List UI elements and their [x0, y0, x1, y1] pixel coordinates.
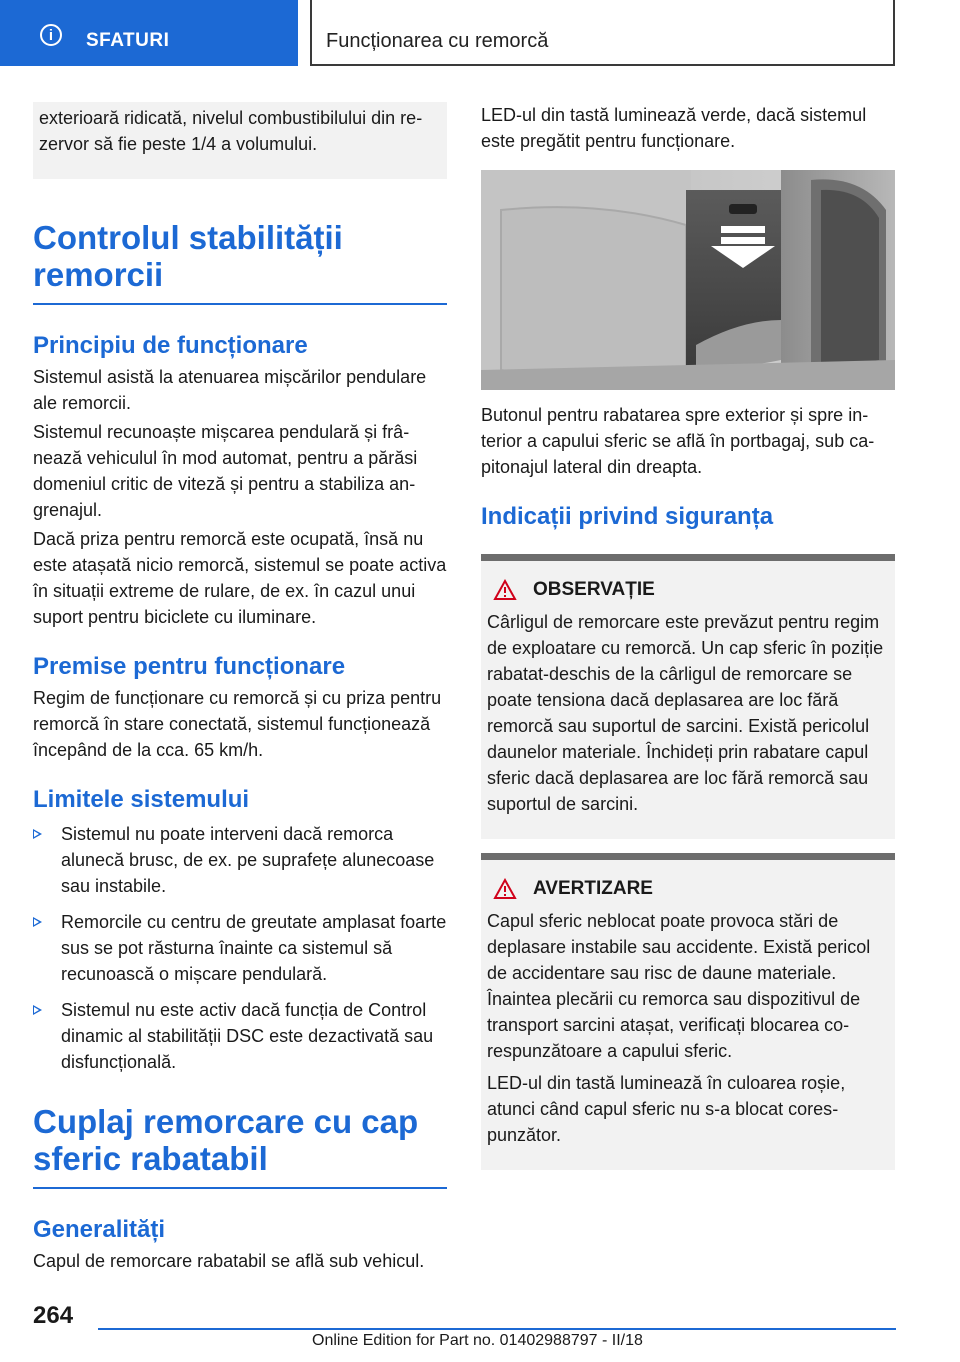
list-item-text: Sistemul nu poate interveni dacă remorca alunecă brusc, de ex. pe suprafețe alunecoase sau instabile. — [61, 824, 435, 896]
heading-premise: Premise pentru funcționare — [33, 653, 346, 680]
principle-paragraph-1: Sistemul asistă la atenuarea mișcărilor pendulare ale remorcii. — [33, 367, 427, 413]
list-item — [33, 821, 447, 899]
header-title-box — [310, 0, 895, 66]
triangle-bullet-icon — [33, 1005, 42, 1015]
warning-triangle-icon — [493, 878, 517, 900]
principle-paragraph-2: Sistemul recunoaște mișcarea pendulară și frânează vehiculul în mod automat, pentru a părăsi domeniul critic de viteză și pentru a stabiliza angrenajul. — [33, 422, 418, 520]
warning-header — [487, 878, 889, 900]
notice-box — [481, 554, 895, 839]
note-continuation-box — [33, 102, 447, 179]
header-tab[interactable] — [0, 0, 298, 66]
notice-text: Cârligul de remorcare este prevăzut pentru regim de exploatare cu remorcă. Un cap sferic în poziție rabatat-deschis de la cârligul de remorcare se poate tensiona dacă deplasarea are loc fără remorcă sau suportul de sarcini. Există pericolul daunelor materiale. Închideți prin rabatare capul sferic dacă deplasarea are loc fără remorcă sau suportul de sarcini. — [487, 612, 884, 814]
photo-caption: Butonul pentru rabatarea spre exterior și spre interior a capului sferic se află în portbagaj, sub capitonajul lateral din dreapta. — [481, 405, 875, 477]
limits-list — [33, 821, 447, 1075]
warning-box — [481, 853, 895, 1170]
page-header-title: Funcționarea cu remorcă — [326, 30, 549, 52]
edition-text: Online Edition for Part no. 01402988797 - II/18 — [312, 1332, 643, 1349]
warning-text-1: Capul sferic neblocat poate provoca stări de deplasare instabile sau accidente. Există pericol de accidentare sau risc de daune materiale. Înaintea plecării cu remorca sau dispozitivul de transport sarcini atașat, verificați blocarea corespunzătoare a capului sferic. — [487, 911, 871, 1061]
list-item-text: Remorcile cu centru de greutate amplasat foarte sus se pot răsturna înainte ca sistemul să recunoască o mișcare pendulară. — [61, 912, 447, 984]
list-item — [33, 909, 447, 987]
warning-triangle-icon — [493, 579, 517, 601]
list-item-text: Sistemul nu este activ dacă funcția de Control dinamic al stabilității DSC este dezactivată sau disfuncțională. — [61, 1000, 434, 1072]
right-column — [481, 102, 895, 1170]
heading-safety: Indicații privind siguranța — [481, 503, 774, 530]
triangle-bullet-icon — [33, 829, 42, 839]
trunk-illustration — [481, 170, 895, 390]
list-item — [33, 997, 447, 1075]
heading-principle: Principiu de funcționare — [33, 332, 308, 359]
warning-label: AVERTIZARE — [533, 878, 653, 899]
left-column — [33, 102, 447, 1274]
warning-text-2: LED-ul din tastă luminează în culoarea roșie, atunci când capul sferic nu s-a blocat corespunzător. — [487, 1073, 846, 1145]
heading-general: Generalități — [33, 1216, 166, 1243]
notice-label: OBSERVAȚIE — [533, 579, 655, 600]
trunk-button-photo — [481, 170, 895, 390]
premise-paragraph: Regim de funcționare cu remorcă și cu priza pentru remorcă în stare conectată, sistemul funcționează începând de la cca. 65 km/h. — [33, 688, 442, 760]
heading-limits: Limitele sistemului — [33, 786, 250, 813]
led-paragraph: LED-ul din tastă luminează verde, dacă sistemul este pregătit pentru funcționare. — [481, 105, 867, 151]
notice-header — [487, 579, 889, 601]
info-icon: i — [40, 24, 62, 46]
note-continuation-text: exterioară ridicată, nivelul combustibilului din rezervor să fie peste 1/4 a volumului. — [39, 108, 423, 154]
section-title-hitch: Cuplaj remorcare cu cap sferic rabatabil — [33, 1103, 447, 1189]
tab-label: SFATURI — [86, 30, 170, 51]
page-number: 264 — [33, 1302, 74, 1329]
triangle-bullet-icon — [33, 917, 42, 927]
general-paragraph: Capul de remorcare rabatabil se află sub vehicul. — [33, 1251, 425, 1271]
principle-paragraph-3: Dacă priza pentru remorcă este ocupată, însă nu este atașată nicio remorcă, sistemul se poate activa în situații extreme de rulare, de ex. în cazul unui suport pentru biciclete cu iluminare. — [33, 529, 447, 627]
footer-rule — [98, 1328, 896, 1330]
section-title-stability: Controlul stabilității remorcii — [33, 219, 447, 305]
